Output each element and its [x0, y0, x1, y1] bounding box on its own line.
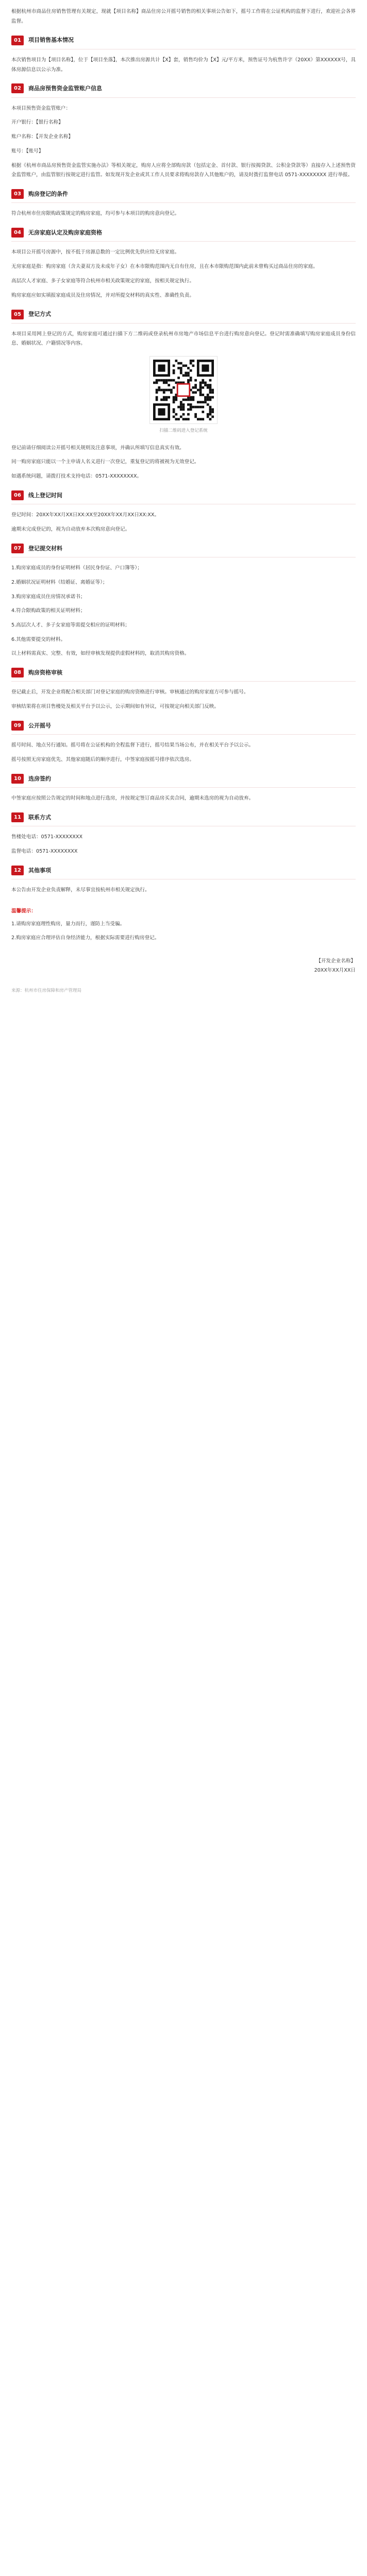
section-header — [11, 309, 356, 323]
section-paragraph: 登记前请仔细阅读公开摇号相关规则及注意事项，并确认所填写信息真实有效。 — [11, 445, 185, 451]
section-number-badge: 07 — [11, 544, 24, 553]
section-title: 登记提交材料 — [28, 545, 62, 552]
section-number-badge: 10 — [11, 774, 24, 784]
notice-paragraphs — [11, 920, 356, 943]
section-number-badge: 03 — [11, 189, 24, 199]
section-paragraph: 登记截止后，开发企业将配合相关部门对登记家庭的购房资格进行审核。审核通过的购房家庭方可参与摇号。 — [11, 689, 249, 696]
section-paragraph: 如遇系统问题，请拨打技术支持电话：0571-XXXXXXXX。 — [11, 473, 142, 480]
section-number-badge: 11 — [11, 812, 24, 822]
section-03 — [11, 189, 356, 219]
section-header — [11, 773, 356, 788]
section-12 — [11, 865, 356, 895]
section-01 — [11, 35, 356, 75]
section-header — [11, 720, 356, 735]
section-header — [11, 35, 356, 49]
footer-org: 【开发企业名称】 — [316, 958, 356, 964]
qr-code-image[interactable] — [149, 356, 218, 424]
section-paragraph: 本项目公开摇号房源中，按不低于房源总数的一定比例优先供应给无房家庭。 — [11, 249, 180, 256]
section-paragraph: 中签家庭应按照公告规定的时间和地点进行选房，并按规定签订商品房买卖合同，逾期未选房的视为自动放弃。 — [11, 795, 254, 802]
section-title: 购房资格审核 — [28, 669, 62, 676]
section-07 — [11, 543, 356, 659]
section-paragraph: 同一购房家庭只能以一个主申请人名义进行一次登记，重复登记的将被视为无效登记。 — [11, 459, 199, 465]
section-paragraph: 符合杭州市住房限购政策规定的购房家庭，均可参与本项目的购房意向登记。 — [11, 211, 180, 217]
section-title: 登记方式 — [28, 311, 51, 318]
section-title: 公开摇号 — [28, 722, 51, 729]
section-title: 无房家庭认定及购房家庭资格 — [28, 229, 102, 236]
section-02 — [11, 83, 356, 180]
section-header — [11, 189, 356, 203]
footer-signature — [11, 957, 356, 975]
section-paragraph: 2.婚姻状况证明材料（结婚证、离婚证等）； — [11, 579, 108, 585]
intro-paragraph: 根据杭州市商品住房销售管理有关规定，现就【项目名称】商品住房公开摇号销售的相关事项公告如下，摇号工作将在公证机构的监督下进行，欢迎社会各界监督。 — [11, 9, 356, 24]
section-title: 线上登记时间 — [28, 492, 62, 499]
section-paragraph: 逾期未完成登记的，视为自动放弃本次购房意向登记。 — [11, 526, 130, 532]
section-header — [11, 865, 356, 879]
section-paragraph: 3.购房家庭成员住房情况承诺书； — [11, 594, 86, 600]
section-paragraph: 登记时间：20XX年XX月XX日XX:XX至20XX年XX月XX日XX:XX。 — [11, 512, 160, 518]
section-number-badge: 01 — [11, 36, 24, 45]
announcement-page — [0, 0, 367, 1014]
section-paragraph: 本次销售项目为【项目名称】，位于【项目坐落】，本次推出房源共计【X】套，销售均价为【X】元/平方米，预售证号为杭售许字（20XX）第XXXXXX号，具体房源信息以公示为准。 — [11, 57, 356, 73]
section-paragraph: 5.高层次人才、多子女家庭等需提交相应的证明材料； — [11, 622, 130, 628]
section-number-badge: 04 — [11, 228, 24, 238]
section-number-badge: 12 — [11, 866, 24, 875]
section-paragraph: 无房家庭是指：购房家庭（含夫妻双方及未成年子女）在本市限购范围内无自有住房，且在本市限购范围内此前未曾购买过商品住房的家庭。 — [11, 264, 318, 270]
section-paragraph: 审核结果将在项目售楼处及相关平台予以公示，公示期间如有异议，可按规定向相关部门反映。 — [11, 704, 219, 710]
qr-code-caption: 扫描二维码进入登记系统 — [159, 428, 208, 434]
section-header — [11, 667, 356, 682]
section-number-badge: 09 — [11, 721, 24, 731]
section-09 — [11, 720, 356, 765]
section-paragraph: 以上材料需真实、完整、有效，如经审核发现提供虚假材料的，取消其购房资格。 — [11, 651, 190, 657]
section-paragraph: 账号：【账号】 — [11, 148, 44, 154]
section-paragraph: 根据《杭州市商品房预售资金监管实施办法》等相关规定，购房人应将全部购房款（包括定金、首付款、银行按揭贷款、公积金贷款等）直接存入上述预售资金监管账户，由监管银行按规定进行监管。如发现开发企业或其工作人员要求将购房款存入其他账户的，请及时拨打监督电话 0571-XXXXXXXX 进行举报。 — [11, 162, 356, 178]
section-05 — [11, 309, 356, 482]
section-paragraph: 高层次人才家庭、多子女家庭等符合杭州市相关政策规定的家庭，按相关规定执行。 — [11, 278, 194, 284]
section-paragraph: 售楼处电话：0571-XXXXXXXX — [11, 834, 83, 840]
section-paragraph: 摇号按照无房家庭优先、其他家庭随后的顺序进行，中签家庭按摇号排序依次选房。 — [11, 757, 194, 762]
sections-container — [11, 35, 356, 895]
section-paragraph: 1.购房家庭成员的身份证明材料（居民身份证、户口簿等）； — [11, 565, 142, 571]
qr-code-svg — [153, 360, 214, 420]
section-header — [11, 490, 356, 504]
section-paragraph: 本公告由开发企业负责解释，未尽事宜按杭州市相关规定执行。 — [11, 887, 150, 893]
notice-paragraph: 1.请购房家庭理性购房，量力而行，谨防上当受骗。 — [11, 921, 125, 927]
section-title: 联系方式 — [28, 814, 51, 821]
section-title: 项目销售基本情况 — [28, 37, 74, 44]
section-paragraph: 购房家庭应如实填报家庭成员及住房情况，并对所提交材料的真实性、准确性负责。 — [11, 292, 194, 298]
footer-date: 20XX年XX月XX日 — [314, 968, 356, 974]
section-04 — [11, 227, 356, 300]
section-paragraph: 开户银行：【银行名称】 — [11, 120, 63, 126]
section-header — [11, 543, 356, 557]
notice-block — [11, 907, 356, 943]
section-paragraph: 本项目采用网上登记的方式，购房家庭可通过扫描下方二维码或登录杭州市房地产市场信息平台进行购房意向登记。登记时需准确填写购房家庭成员身份信息、婚姻状况、户籍情况等内容。 — [11, 331, 356, 347]
notice-paragraph: 2.购房家庭应合理评估自身经济能力，根据实际需要进行购房登记。 — [11, 935, 160, 941]
section-number-badge: 02 — [11, 83, 24, 93]
section-paragraph: 4.符合限购政策的相关证明材料； — [11, 608, 86, 614]
section-header — [11, 227, 356, 242]
section-header — [11, 812, 356, 826]
section-10 — [11, 773, 356, 804]
section-number-badge: 05 — [11, 310, 24, 319]
qr-code-block — [11, 356, 356, 435]
section-paragraph: 摇号时间、地点另行通知。摇号将在公证机构的全程监督下进行，摇号结果当场公布，并在相关平台予以公示。 — [11, 742, 254, 749]
section-title: 其他事项 — [28, 867, 51, 874]
section-06 — [11, 490, 356, 535]
section-number-badge: 06 — [11, 490, 24, 500]
section-paragraph: 账户名称：【开发企业名称】 — [11, 134, 73, 140]
source-note: 来源：杭州市住房保障和房产管理局 — [11, 988, 82, 994]
section-paragraph: 6.其他需要提交的材料。 — [11, 636, 66, 642]
section-number-badge: 08 — [11, 668, 24, 677]
section-11 — [11, 812, 356, 857]
section-title: 购房登记的条件 — [28, 190, 68, 197]
section-paragraph: 监督电话：0571-XXXXXXXX — [11, 848, 78, 854]
notice-title: 温馨提示： — [11, 908, 36, 914]
section-08 — [11, 667, 356, 712]
section-title: 商品房预售资金监管账户信息 — [28, 85, 102, 92]
section-paragraph: 本项目预售资金监管账户： — [11, 105, 71, 111]
section-title: 选房签约 — [28, 775, 51, 782]
section-header — [11, 83, 356, 97]
